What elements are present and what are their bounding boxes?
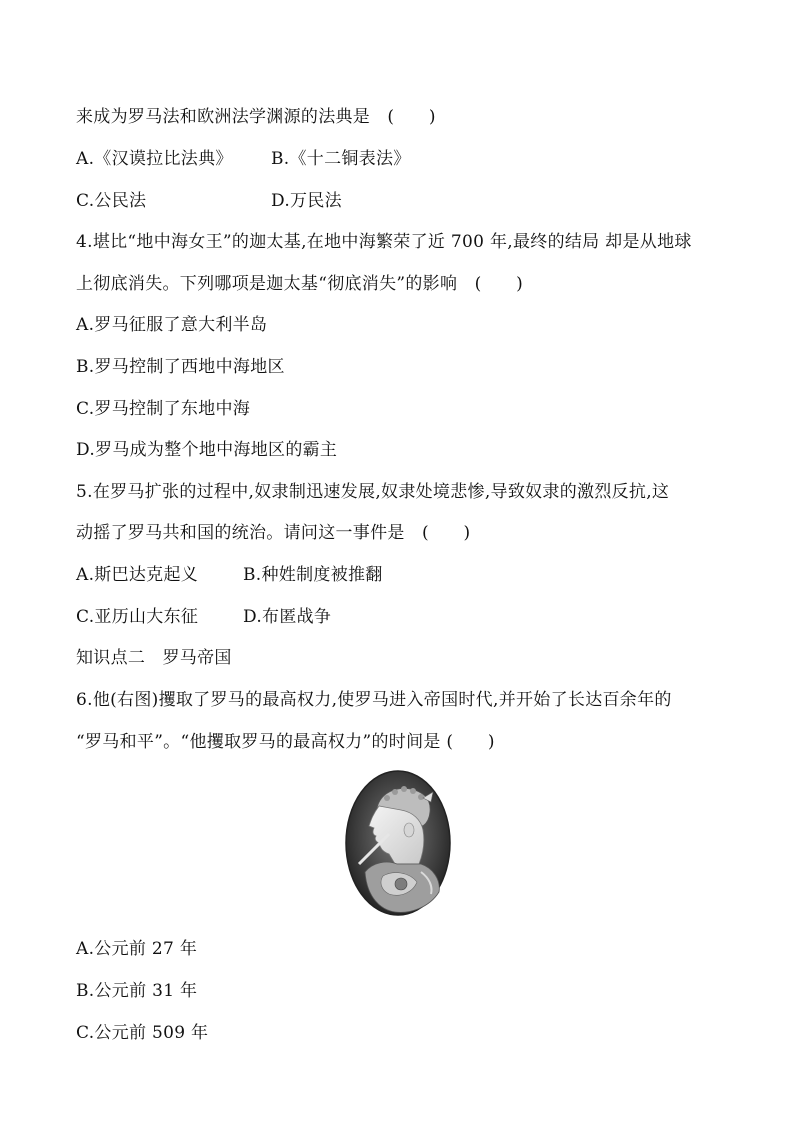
q3-option-a: A.《汉谟拉比法典》 [76,149,233,169]
q4-option-d: D.罗马成为整个地中海地区的霸主 [76,440,338,460]
q6-option-c: C.公元前 509 年 [76,1023,209,1043]
section-title: 知识点二 罗马帝国 [76,648,232,668]
q3-option-b: B.《十二铜表法》 [271,149,411,169]
q4-stem-line1: 4.堪比“地中海女王”的迦太基,在地中海繁荣了近 700 年,最终的结局 却是从地球 [76,232,692,252]
q3-option-c: C.公民法 [76,191,147,211]
q6-option-a: A.公元前 27 年 [76,939,198,959]
q5-stem-line1: 5.在罗马扩张的过程中,奴隶制迅速发展,奴隶处境悲惨,导致奴隶的激烈反抗,这 [76,482,670,502]
q3-option-d: D.万民法 [271,191,342,211]
q6-stem-line2: “罗马和平”。“他攫取罗马的最高权力”的时间是 ( ) [76,732,495,752]
q6-stem-line1: 6.他(右图)攫取了罗马的最高权力,使罗马进入帝国时代,并开始了长达百余年的 [76,690,672,710]
q5-option-c: C.亚历山大东征 [76,607,199,627]
q3-stem: 来成为罗马法和欧洲法学渊源的法典是 ( ) [76,107,436,127]
q4-option-a: A.罗马征服了意大利半岛 [76,315,268,335]
q4-stem-line2: 上彻底消失。下列哪项是迦太基“彻底消失”的影响 ( ) [76,274,524,294]
q5-option-a: A.斯巴达克起义 [76,565,199,585]
q5-option-b: B.种姓制度被推翻 [243,565,383,585]
q4-option-b: B.罗马控制了西地中海地区 [76,357,285,377]
q5-stem-line2: 动摇了罗马共和国的统治。请问这一事件是 ( ) [76,523,471,543]
q5-option-d: D.布匿战争 [243,607,332,627]
q4-option-c: C.罗马控制了东地中海 [76,399,251,419]
cameo-portrait-image [343,768,453,918]
q6-option-b: B.公元前 31 年 [76,981,198,1001]
